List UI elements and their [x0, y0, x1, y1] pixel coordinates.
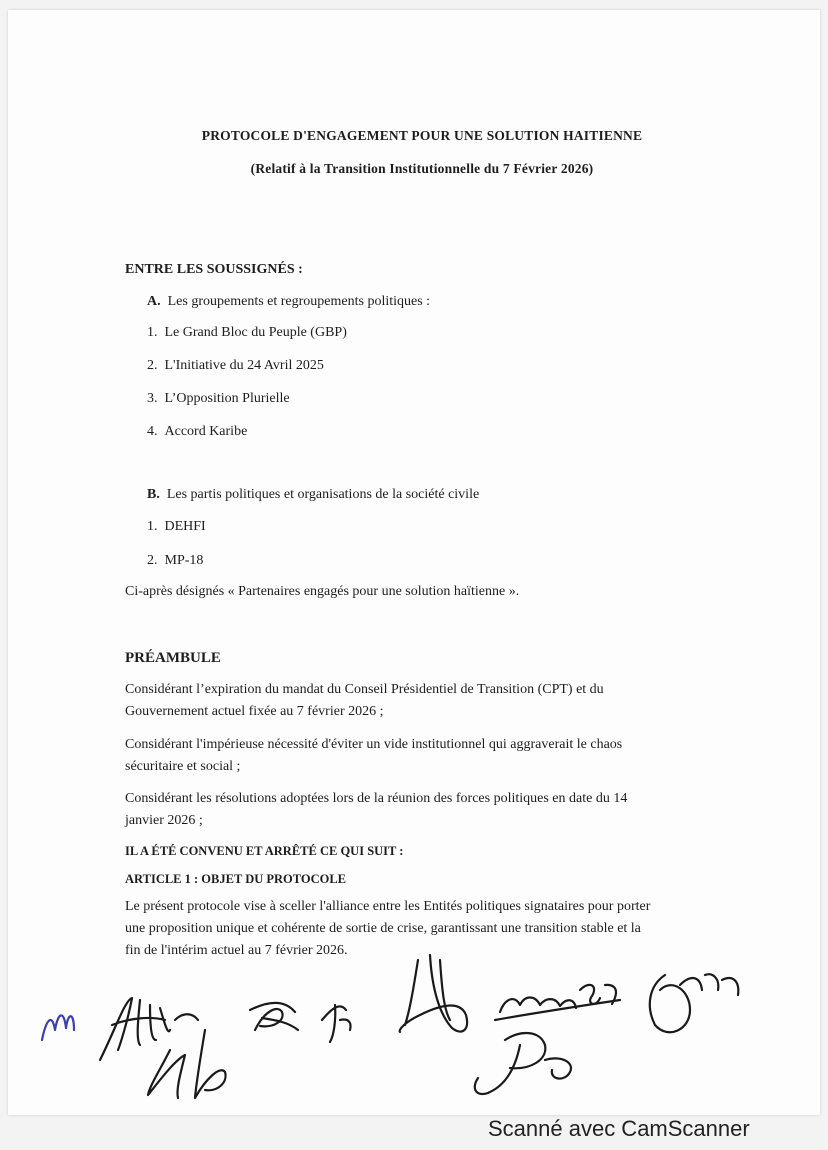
signature-mark [475, 1033, 571, 1094]
preamble-paragraph: Considérant l’expiration du mandat du Conseil Présidentiel de Transition (CPT) et du Gouvernement actuel fixée au 7 février 2026 ; [125, 682, 604, 719]
list-item: 4. Accord Karibe [147, 424, 248, 439]
preamble-heading: PRÉAMBULE [125, 650, 221, 666]
parties-heading: ENTRE LES SOUSSIGNÉS : [125, 262, 303, 277]
signature-mark [400, 955, 467, 1032]
designation-text: Ci-après désignés « Partenaires engagés pour une solution haïtienne ». [125, 584, 520, 599]
preamble-paragraph: Considérant l'impérieuse nécessité d'éviter un vide institutionnel qui aggraverait le chaos sécuritaire et social ; [125, 737, 623, 774]
signature-mark [100, 998, 198, 1060]
list-item: 1. Le Grand Bloc du Peuple (GBP) [147, 325, 347, 340]
list-item: 2. L'Initiative du 24 Avril 2025 [147, 358, 324, 373]
camscanner-watermark: Scanné avec CamScanner [488, 1116, 750, 1141]
signature-mark [322, 1005, 351, 1042]
signature-mark [495, 998, 620, 1021]
document-title: PROTOCOLE D'ENGAGEMENT POUR UNE SOLUTION HAITIENNE [201, 128, 643, 143]
initials-mark [42, 1015, 74, 1040]
article1-paragraph: Le présent protocole vise à sceller l'alliance entre les Entités politiques signataires pour porter une proposition unique et cohérente de sortie de crise, garantissant une transition stable et la fin de l'intérim actuel au 7 février 2026. [125, 899, 651, 958]
group-a-marker: A. [147, 294, 161, 309]
list-item: 1. DEHFI [147, 519, 206, 534]
group-b-marker: B. [147, 487, 160, 502]
article1-heading: ARTICLE 1 : OBJET DU PROTOCOLE [125, 872, 347, 886]
list-item: 2. MP-18 [147, 553, 204, 568]
group-b-label: Les partis politiques et organisations de la société civile [166, 487, 480, 502]
signature-mark [148, 1030, 226, 1098]
document-subtitle: (Relatif à la Transition Institutionnelle du 7 Février 2026) [250, 161, 594, 176]
preamble-paragraph: Considérant les résolutions adoptées lors de la réunion des forces politiques en date du 14 janvier 2026 ; [125, 791, 628, 828]
list-item: 3. L’Opposition Plurielle [147, 391, 290, 406]
group-a-label: Les groupements et regroupements politiques : [167, 294, 431, 309]
agreed-heading: IL A ÉTÉ CONVENU ET ARRÊTÉ CE QUI SUIT : [125, 844, 404, 858]
signature-mark [250, 1003, 298, 1030]
signature-mark [650, 974, 739, 1032]
